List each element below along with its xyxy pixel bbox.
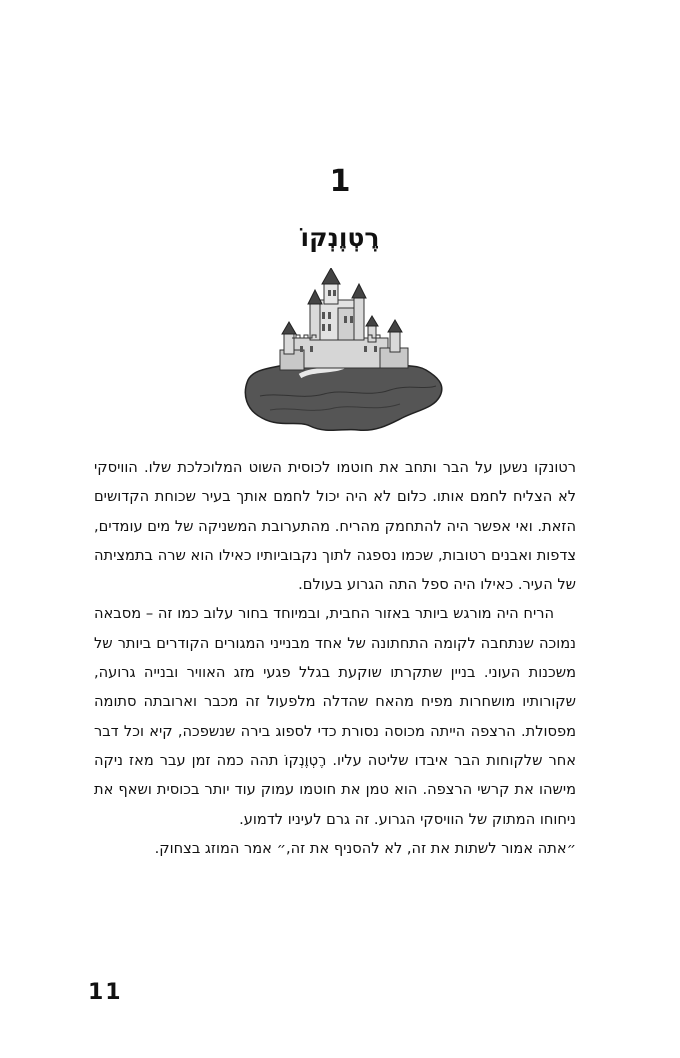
- page-number: 11: [88, 980, 123, 1005]
- paragraph-1: רטונקו נשען על הבר ותחב את חוטמו לכוסית השוט המלוכלכת שלו. הוויסקי לא הצליח לחמם אותו. כלום לא היה יכול לחמם אותך בעיר שכוחת הקדושים הזאת. ואי אפשר היה להתחמק מהריח. מהתערובת המשניקה של מים עומדים, צדפות ואבנים רטובות, שכמו נספגה לתוך נקבוביותיו כאילו הוא שרה בתמציתה של העיר. כאילו היה ספל התה הגרוע בעולם.: [94, 459, 576, 594]
- chapter-number: 1: [329, 164, 351, 199]
- chapter-body: [94, 453, 576, 863]
- paragraph-2: הריח היה מורגש ביותר באזור החבית, ובמיוחד בחור עלוב כמו זה – מסבאה נמוכה שנתחבה לקומה התחתונה של אחד מבנייני המגורים הקודרים ביותר של משכנות העוני. בניין שתקרתו שוקעת בגלל פגעי מזג האוויר ובנייה גרועה, שקורותיו מושחרות מפיח מהאח שהדלה מלפעול זה מכבר וארובתה סתומה מפסולת. הרצפה הייתה מכוסה נסורת כדי לספוג בירה שנשפכה, קיא וכל דבר אחר שלקוחות הבר איבדו שליטה עליו. רֶטְוֶנְקוֹ תהה כמה זמן עבר מאז ניקה מישהו את קרשי הרצפה. הוא טמן את חוטמו עמוק עוד יותר בכוסית ושאף את ניחוחו המתוק של הוויסקי הגרוע. זה גרם לעיניו לדמוע.: [94, 605, 576, 828]
- paragraph-3: ״אתה אמור לשתות את זה, לא להסניף את זה,״ אמר המוזג בצחוק.: [154, 839, 576, 857]
- chapter-title: רֶטְוֶנְקוֹ: [300, 223, 380, 252]
- castle-on-rock-icon: [240, 268, 446, 434]
